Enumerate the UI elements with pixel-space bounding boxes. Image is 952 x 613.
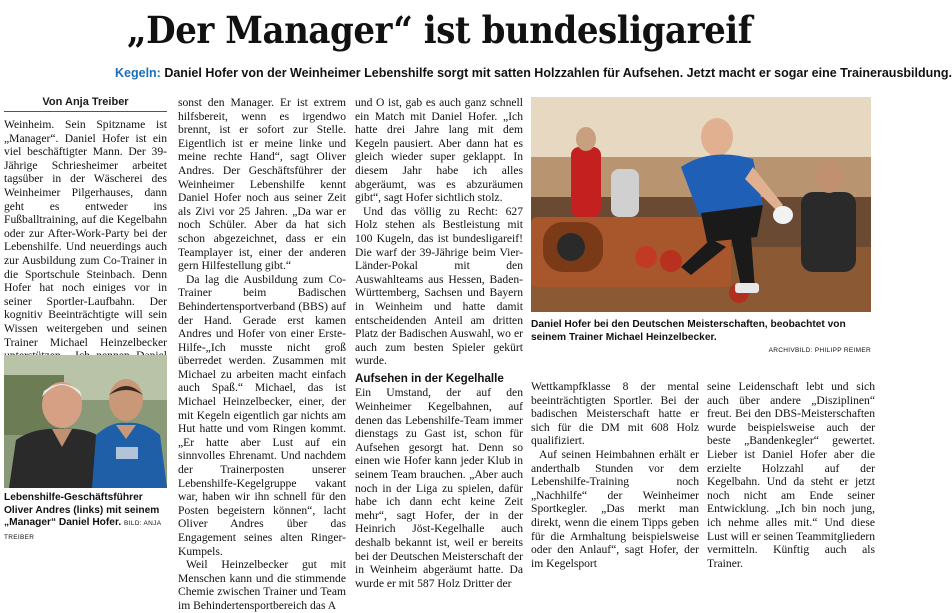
photo-andres-hofer: [4, 355, 167, 488]
article-paragraph: seine Leidenschaft lebt und sich auch über andere „Disziplinen“ freut. Bei den DBS-Meisterschaften wurde beispielsweise auch der beste „Bandenkegler“ gewertet. Lieber ist Daniel Hofer aber die erzielte Holzzahl auf der Kegelbahn. Und da steht er jetzt noch nicht am Ende seiner Entwicklung. „Ich bin noch jung, ich nehme alles mit.“ Und diese Lust will er seinen Teammitgliedern vermitteln. Künftig auch als Trainer.: [707, 380, 875, 570]
photo-credit: ARCHIVBILD: PHILIPP REIMER: [768, 347, 871, 354]
article-paragraph: Und das völlig zu Recht: 627 Holz stehen als Bestleistung mit 100 Kugeln, das ist bundesligareif! Die warf der 39-Jährige beim Vier-Länder-Pokal mit den Auswahlteams aus Hessen, Baden-Württemberg, Sachsen und Bayern in Weinheim und hatte damit entscheidenden Anteil am dritten Platz der Badischen Auswahl, wo er auch zum besten Spieler gekürt wurde.: [355, 204, 523, 368]
article-column-3: [355, 96, 523, 590]
headline: „Der Manager“ ist bundesligareif: [127, 8, 752, 52]
article-paragraph: Auf seinen Heimbahnen erhält er anderthalb Stunden vor dem Lebenshilfe-Training noch „Nachhilfe“ der Weinheimer Sportkegler. „Das merkt man direkt, wenn die einem Tipps geben für die Armhaltung beispielsweise oder den Anlauf“, sagt Hofer, der im Kegelsport: [531, 447, 699, 570]
article-paragraph: Ein Umstand, der auf den Weinheimer Kegelbahnen, auf denen das Lebenshilfe-Team immer dienstags zu Gast ist, schon für Aufsehen gesorgt hat. Denn so einen wie Hofer kann jeder Klub in seinem Team brauchen. „Aber auch noch in der Liga zu spielen, dafür habe ich dann echt keine Zeit mehr“, sagt Hofer, der in der Heinrich Jöst-Kegelhalle auch deshalb bekannt ist, weil er bereits bei der Deutschen Meisterschaft der in Weinheim abgeräumt hatte. Da wurde er mit 587 Holz Dritter der: [355, 386, 523, 590]
photo-caption-1: [4, 492, 167, 544]
photo-caption-2: [531, 319, 871, 358]
article-paragraph: Weil Heinzelbecker gut mit Menschen kann und die stimmende Chemie zwischen Trainer und Team im Behindertensportbereich das A: [178, 558, 346, 612]
photo-andres-hofer-image: [4, 355, 167, 488]
article-column-5: [531, 380, 699, 570]
article-column-1: [4, 96, 167, 349]
subline: [115, 66, 952, 80]
article-paragraph: Wettkampfklasse 8 der mental beeinträchtigten Sportler. Bei der badischen Meisterschaft hatte er sich für die DM mit 608 Holz qualifiziert.: [531, 380, 699, 448]
section-subhead: Aufsehen in der Kegelhalle: [355, 371, 504, 385]
subline-text: Daniel Hofer von der Weinheimer Lebenshilfe sorgt mit satten Holzzahlen für Aufsehen. Jetzt macht er sogar eine Trainerausbildung.: [164, 66, 952, 80]
photo-bowling-action-image: [531, 97, 871, 312]
caption-text: Daniel Hofer bei den Deutschen Meisterschaften, beobachtet von seinem Trainer Michael Heinzelbecker.: [531, 319, 846, 343]
photo-credit-wrap: [531, 344, 871, 358]
byline: Von Anja Treiber: [4, 96, 167, 112]
caption-text: Lebenshilfe-Geschäftsführer Oliver Andres (links) mit seinem „Manager“ Daniel Hofer.: [4, 492, 160, 528]
article-paragraph: Weinheim. Sein Spitzname ist „Manager“. Daniel Hofer ist ein viel beschäftigter Mann. Der 39-Jährige Schriesheimer arbeitet tagsüber in der Wäscherei des Weinheimer Pilgerhauses, dann geht es entweder ins Fußballtraining, auf die Kegelbahn oder zur After-Work-Party bei der Lebenshilfe. Und neuerdings auch zur Ausbildung zum Co-Trainer in die Sportschule Steinbach. Denn Hofer hat noch einiges vor in seiner Sportler-Laufbahn. Der kognitiv Beeinträchtigte will sein Wissen weitergeben und seinen Trainer Michael Heinzelbecker: [4, 118, 167, 349]
subline-kicker: Kegeln:: [115, 66, 161, 80]
article-column-6: [707, 380, 875, 570]
article-paragraph: sonst den Manager. Er ist extrem hilfsbereit, wenn es irgendwo brennt, ist er sofort zur Stelle. Eigentlich ist er meine linke und meine rechte Hand“, sagt Oliver Andres. Der Geschäftsführer der Weinheimer Lebenshilfe kennt Daniel Hofer noch aus seiner Zeit als Zivi vor 25 Jahren. „Da war er noch Schüler. Aber da hat sich schon abgezeichnet, dass er ein Teamplayer ist, einer der anderen gern Hilfestellung gibt.“: [178, 96, 346, 273]
article-paragraph: und O ist, gab es auch ganz schnell ein Match mit Daniel Hofer. „Ich hatte drei Jahre lang mit dem Kegeln pausiert. Aber dann hat es gleich wieder super geklappt. In diesem Jahr habe ich alles abgeräumt, was es abzuräumen gibt“, sagt Hofer sichtlich stolz.: [355, 96, 523, 205]
article-paragraph: Da lag die Ausbildung zum Co-Trainer beim Badischen Behindertensportverband (BBS) auf der Hand. Gerade erst kamen Andres und Hofer von einer Erste-Hilfe-„Ich musste nicht groß überredet werden. Zusammen mit Michael zu arbeiten macht einfach auch Spaß.“ Michael, das ist Michael Heinzelbecker, einer, der mit Kegeln eigentlich gar nichts am Hut hatte und vom Ringen kommt. „Er hatte aber Lust auf ein sinnvolles Ehrenamt. Und nachdem der Trainerposten unserer Lebenshilfe-Kegelgruppe vakant war, haben wir ihn schnell für den Posten begeistern können“, lacht Oliver Andres über das Engagement seines alten Ringer-Kumpels.: [178, 272, 346, 558]
article-column-2: [178, 96, 346, 612]
photo-bowling-action: [531, 97, 871, 312]
photo-credit: BILD: ANJA TREIBER: [4, 520, 161, 541]
